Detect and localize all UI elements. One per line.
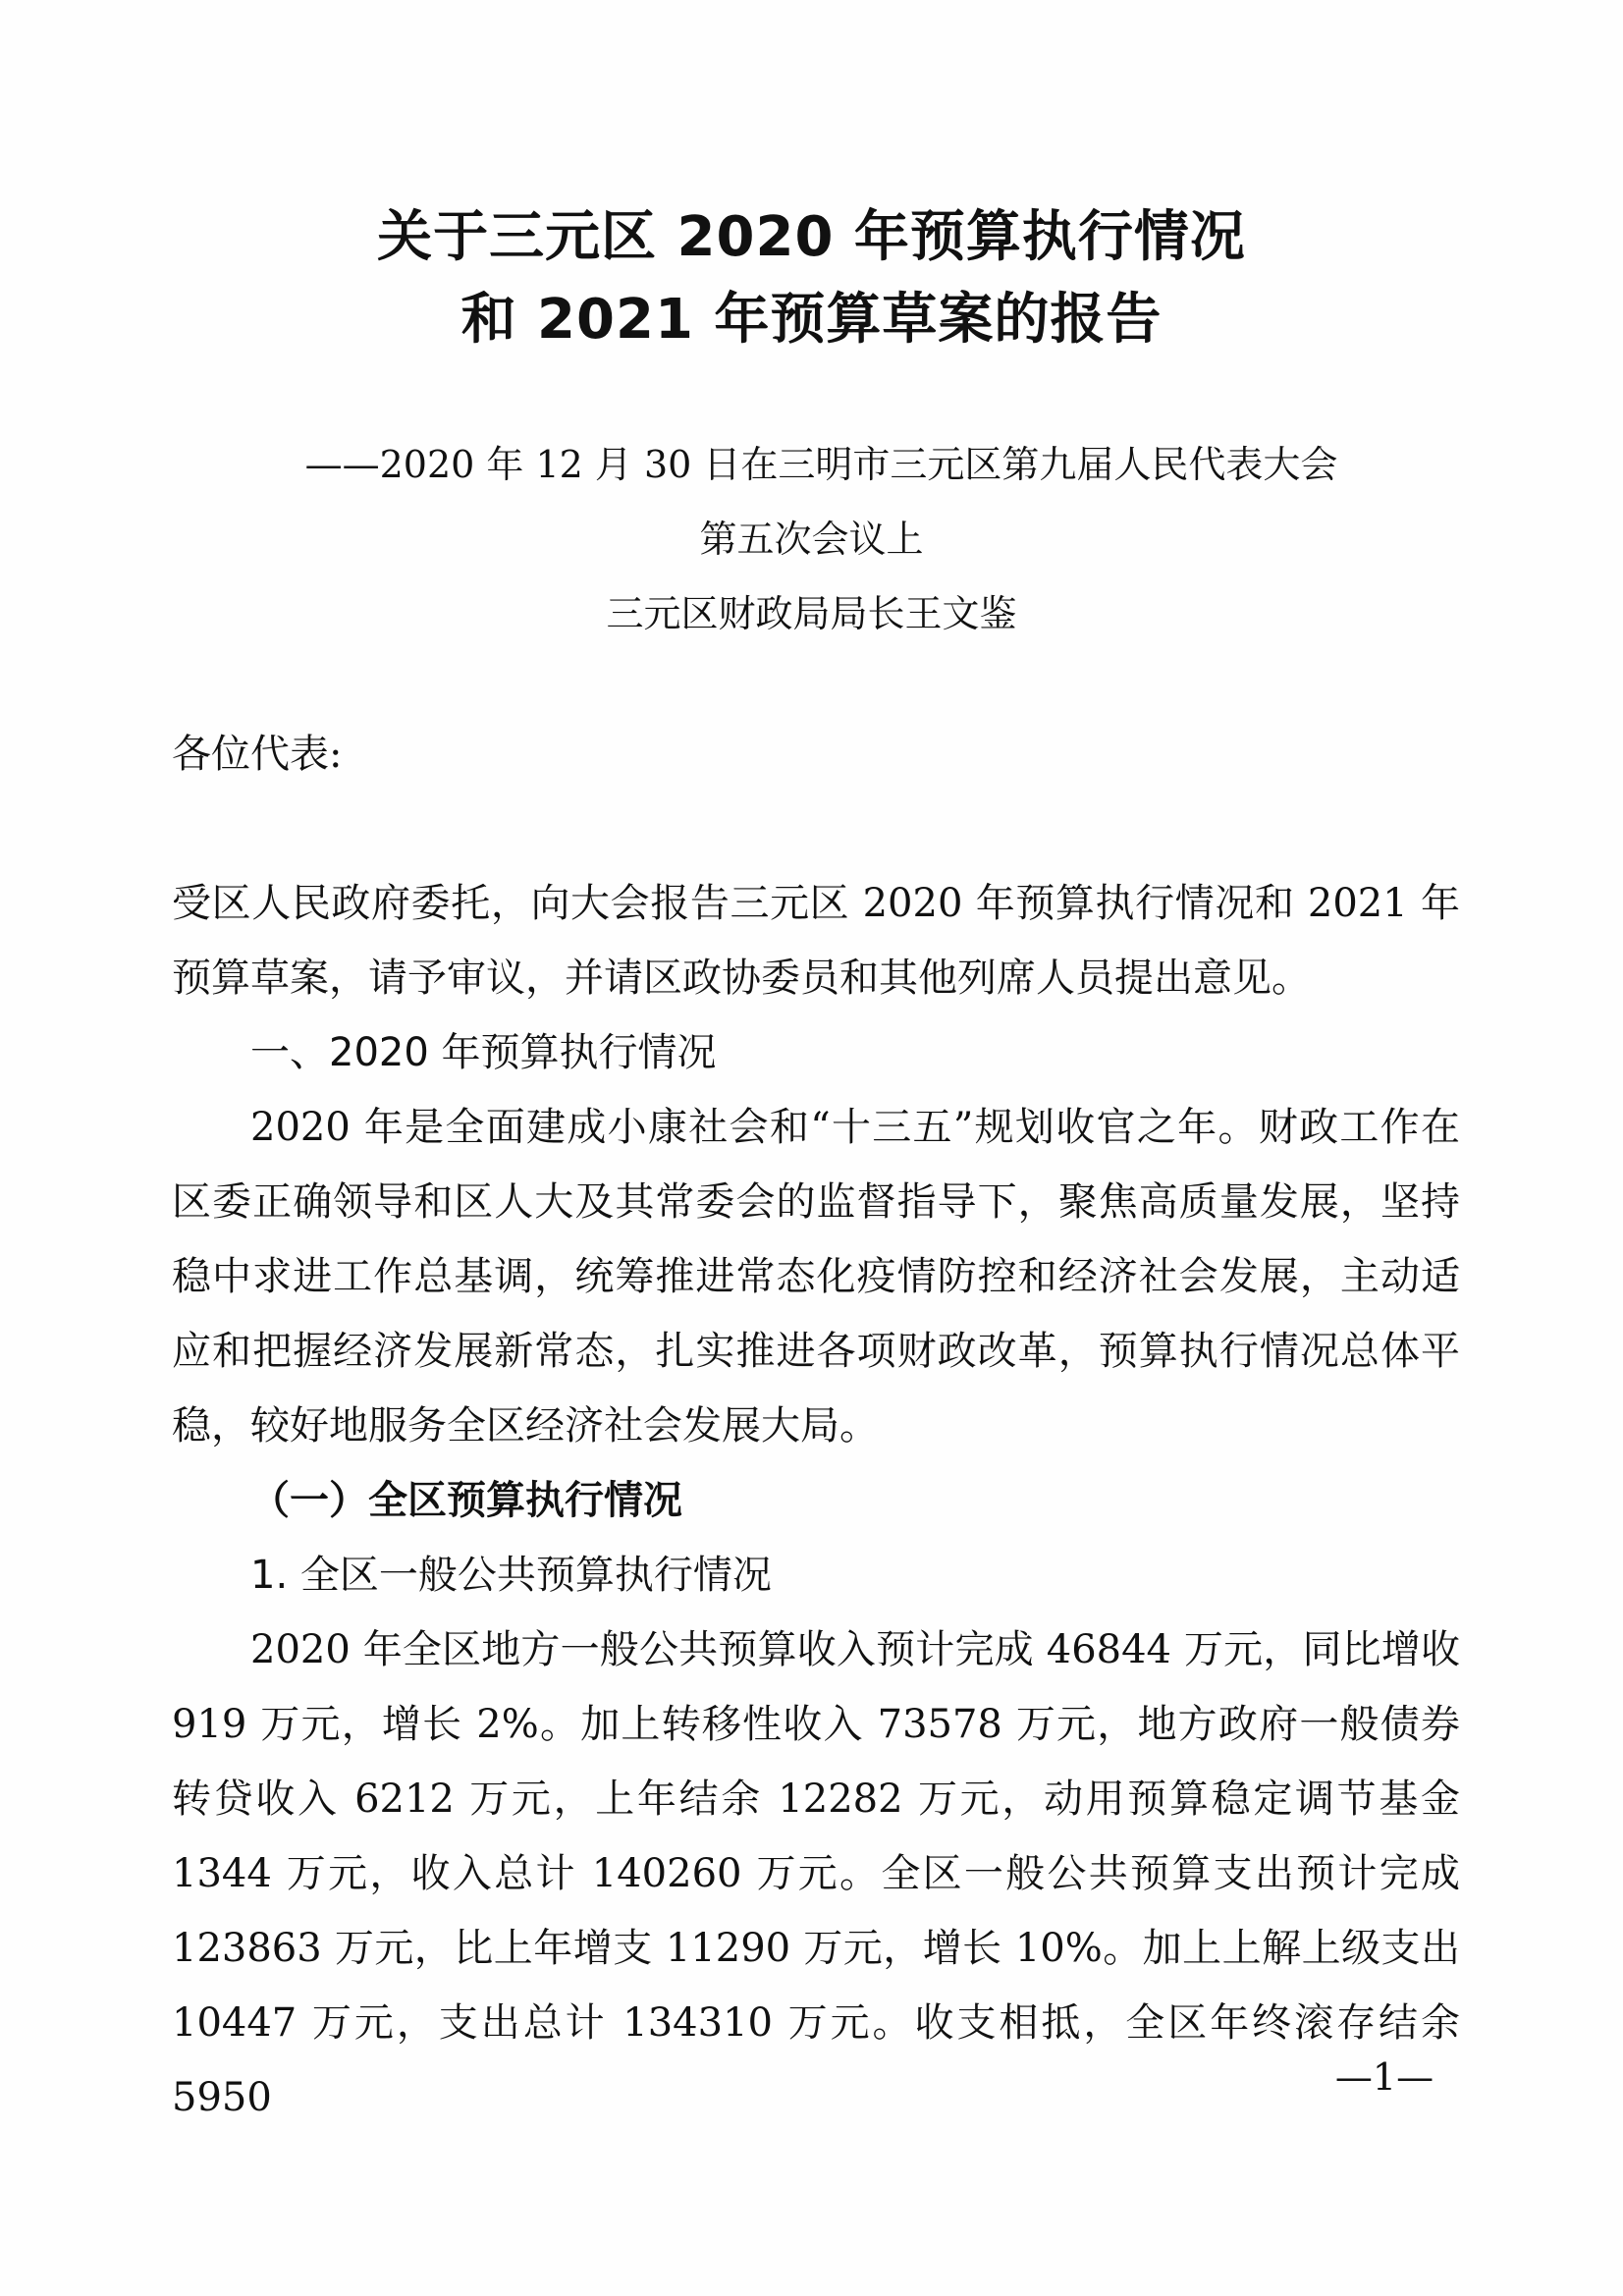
document-title: [0, 196, 1623, 361]
intro-paragraph: 受区人民政府委托，向大会报告三元区 2020 年预算执行情况和 2021 年预算草案，请予审议，并请区政协委员和其他列席人员提出意见。: [172, 881, 1460, 1001]
item-1-heading: 1. 全区一般公共预算执行情况: [250, 1553, 772, 1598]
item-1-paragraph: 2020 年全区地方一般公共预算收入预计完成 46844 万元，同比增收 919 万元，增长 2%。加上转移性收入 73578 万元，地方政府一般债券转贷收入 6212 万元，上年结余 12282 万元，动用预算稳定调节基金 1344 万元，收入总计 140260 万元。全区一般公共预算支出预计完成 123863 万元，比上年增支 11290 万元，增长 10%。加上上解上级支出 10447 万元，支出总计 134310 万元。收支相抵，全区年终滚存结余 5950: [172, 1627, 1460, 2120]
title-line-1: 关于三元区 2020 年预算执行情况: [377, 205, 1246, 269]
subsection-1-heading: （一）全区预算执行情况: [250, 1478, 682, 1523]
subtitle-line-1: ——2020 年 12 月 30 日在三明市三元区第九届人民代表大会: [304, 443, 1338, 486]
title-line-2: 和 2021 年预算草案的报告: [460, 288, 1163, 352]
subtitle-line-3: 三元区财政局局长王文鉴: [606, 592, 1017, 635]
salutation: 各位代表:: [172, 732, 343, 777]
document-subtitle: [0, 427, 1623, 651]
section-1-heading: 一、2020 年预算执行情况: [250, 1030, 717, 1075]
section-1-paragraph: 2020 年是全面建成小康社会和“十三五”规划收官之年。财政工作在区委正确领导和区人大及其常委会的监督指导下，聚焦高质量发展，坚持稳中求进工作总基调，统筹推进常态化疫情防控和经济社会发展，主动适应和把握经济发展新常态，扎实推进各项财政改革，预算执行情况总体平稳，较好地服务全区经济社会发展大局。: [172, 1105, 1460, 1449]
subtitle-line-2: 第五次会议上: [699, 518, 924, 561]
document-body: [172, 717, 1460, 2135]
page-number: —1—: [1334, 2055, 1434, 2099]
